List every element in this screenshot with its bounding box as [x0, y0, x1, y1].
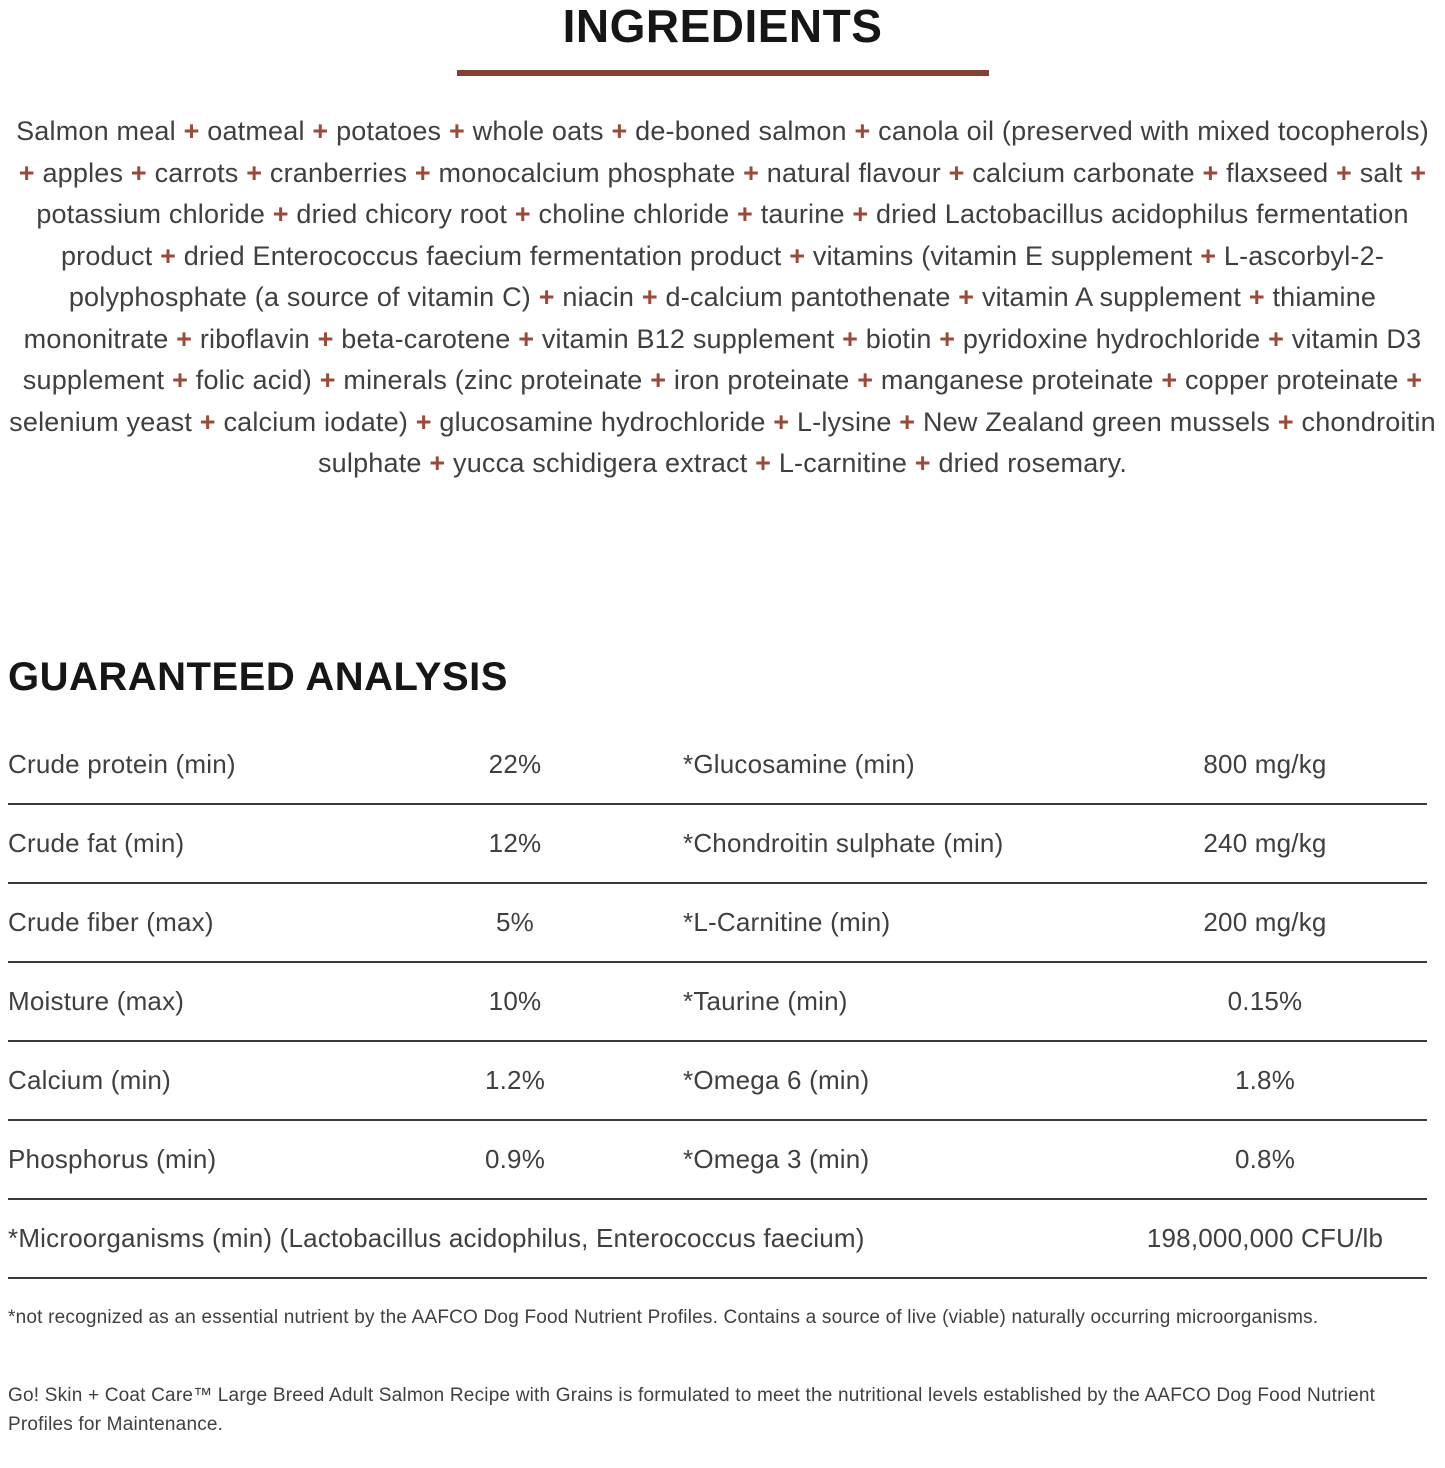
ga-right-value: 200 mg/kg: [1203, 906, 1327, 937]
ga-right-label: *Chondroitin sulphate (min): [683, 827, 1004, 858]
plus-separator: +: [312, 116, 329, 146]
ga-left-value: 12%: [488, 827, 542, 858]
ga-left-value: 1.2%: [484, 1064, 546, 1095]
plus-separator: +: [650, 365, 667, 395]
plus-separator: +: [857, 365, 874, 395]
ga-left-label: Phosphorus (min): [8, 1143, 217, 1174]
plus-separator: +: [641, 282, 658, 312]
ga-left-label: Crude fat (min): [8, 827, 185, 858]
plus-separator: +: [914, 448, 931, 478]
plus-separator: +: [538, 282, 555, 312]
plus-separator: +: [246, 157, 263, 188]
ingredients-title: INGREDIENTS: [562, 0, 883, 52]
guaranteed-analysis-heading: GUARANTEED ANALYSIS: [8, 654, 508, 699]
footnote-formulation: Go! Skin + Coat Care™ Large Breed Adult Salmon Recipe with Grains is formulated to meet the nutritional levels established by the AAFCO Dog Food Nutrient Profiles for Maintenance.: [8, 1384, 1376, 1435]
plus-separator: +: [1268, 323, 1285, 354]
plus-separator: +: [429, 448, 446, 478]
plus-separator: +: [789, 240, 806, 271]
ga-left-label: Calcium (min): [8, 1064, 171, 1095]
plus-separator: +: [272, 199, 289, 229]
plus-separator: +: [737, 199, 753, 229]
plus-separator: +: [854, 116, 871, 146]
ga-left-label: Crude protein (min): [8, 748, 236, 779]
ga-row: [8, 963, 1427, 1042]
ga-right-label: *Omega 3 (min): [683, 1143, 870, 1174]
plus-separator: +: [1248, 282, 1265, 312]
ga-row: [8, 726, 1427, 805]
ga-left-label: Crude fiber (max): [8, 906, 214, 937]
plus-separator: +: [18, 157, 35, 188]
plus-separator: +: [1277, 406, 1294, 437]
plus-separator: +: [1406, 365, 1423, 395]
plus-separator: +: [415, 406, 432, 437]
ga-row: [8, 805, 1427, 884]
ga-left-value: 0.9%: [484, 1143, 546, 1174]
ga-right-label: *L-Carnitine (min): [683, 906, 891, 937]
ga-left-value: 22%: [488, 748, 542, 779]
plus-separator: +: [199, 406, 216, 437]
plus-separator: +: [514, 199, 531, 229]
plus-separator: +: [448, 116, 465, 146]
plus-separator: +: [939, 323, 956, 354]
plus-separator: +: [1202, 157, 1219, 188]
plus-separator: +: [160, 240, 177, 271]
plus-separator: +: [518, 323, 535, 354]
plus-separator: +: [611, 116, 628, 146]
plus-separator: +: [317, 323, 334, 354]
ga-microorganisms-label: *Microorganisms (min) (Lactobacillus acidophilus, Enterococcus faecium): [8, 1222, 865, 1253]
plus-separator: +: [1161, 365, 1178, 395]
ga-row: [8, 1042, 1427, 1121]
ga-right-value: 0.15%: [1227, 985, 1303, 1016]
ga-microorganisms-value: 198,000,000 CFU/lb: [1146, 1222, 1384, 1253]
plus-separator: +: [842, 323, 859, 354]
plus-separator: +: [899, 406, 916, 437]
ga-right-value: 800 mg/kg: [1203, 748, 1327, 779]
ingredients-paragraph: Salmon meal + oatmeal + potatoes + whole oats + de-boned salmon + canola oil (preserved with mixed tocopherols) + apples + carrots + cranberries + monocalcium phosphate + natural flavour + calcium carbonate + flaxseed + salt + potassium chloride + dried chicory root + choline chloride + taurine + dried Lactobacillus acidophilus fermentation product + dried Enterococcus faecium fermentation product + vitamins (vitamin E supplement + L-ascorbyl-2-polyphosphate (a source of vitamin C) + niacin + d-calcium pantothenate + vitamin A supplement + thiamine mononitrate + riboflavin + beta-carotene + vitamin B12 supplement + biotin + pyridoxine hydrochloride + vitamin D3 supplement + folic acid) + minerals (zinc proteinate + iron proteinate + manganese proteinate + copper proteinate + selenium yeast + calcium iodate) + glucosamine hydrochloride + L-lysine + New Zealand green mussels + chondroitin sulphate + yucca schidigera extract + L-carnitine + dried rosemary.: [9, 116, 1436, 478]
plus-separator: +: [130, 157, 147, 188]
footnote-aafco: *not recognized as an essential nutrient by the AAFCO Dog Food Nutrient Profiles. Contains a source of live (viable) naturally occurring microorganisms.: [8, 1306, 1319, 1328]
plus-separator: +: [1336, 157, 1353, 188]
ga-table: [8, 726, 1427, 1279]
plus-separator: +: [755, 448, 772, 478]
plus-separator: +: [743, 157, 760, 188]
title-underline-rule: [457, 70, 989, 76]
plus-separator: +: [176, 323, 193, 354]
ga-right-label: *Omega 6 (min): [683, 1064, 870, 1095]
ga-left-label: Moisture (max): [8, 985, 185, 1016]
plus-separator: +: [172, 365, 189, 395]
plus-separator: +: [852, 199, 869, 229]
plus-separator: +: [948, 157, 965, 188]
plus-separator: +: [414, 157, 431, 188]
ga-row: [8, 884, 1427, 963]
ga-row-microorganisms: [8, 1200, 1427, 1279]
ga-right-value: 0.8%: [1234, 1143, 1296, 1174]
plus-separator: +: [773, 406, 790, 437]
ga-right-label: *Taurine (min): [683, 985, 848, 1016]
ga-right-value: 1.8%: [1234, 1064, 1296, 1095]
ga-right-value: 240 mg/kg: [1203, 827, 1327, 858]
plus-separator: +: [319, 365, 336, 395]
plus-separator: +: [1410, 157, 1427, 188]
plus-separator: +: [958, 282, 975, 312]
ga-left-value: 5%: [496, 906, 534, 937]
ga-left-value: 10%: [488, 985, 542, 1016]
ga-right-label: *Glucosamine (min): [683, 748, 915, 779]
ga-row: [8, 1121, 1427, 1200]
plus-separator: +: [1200, 240, 1217, 271]
plus-separator: +: [183, 116, 200, 146]
